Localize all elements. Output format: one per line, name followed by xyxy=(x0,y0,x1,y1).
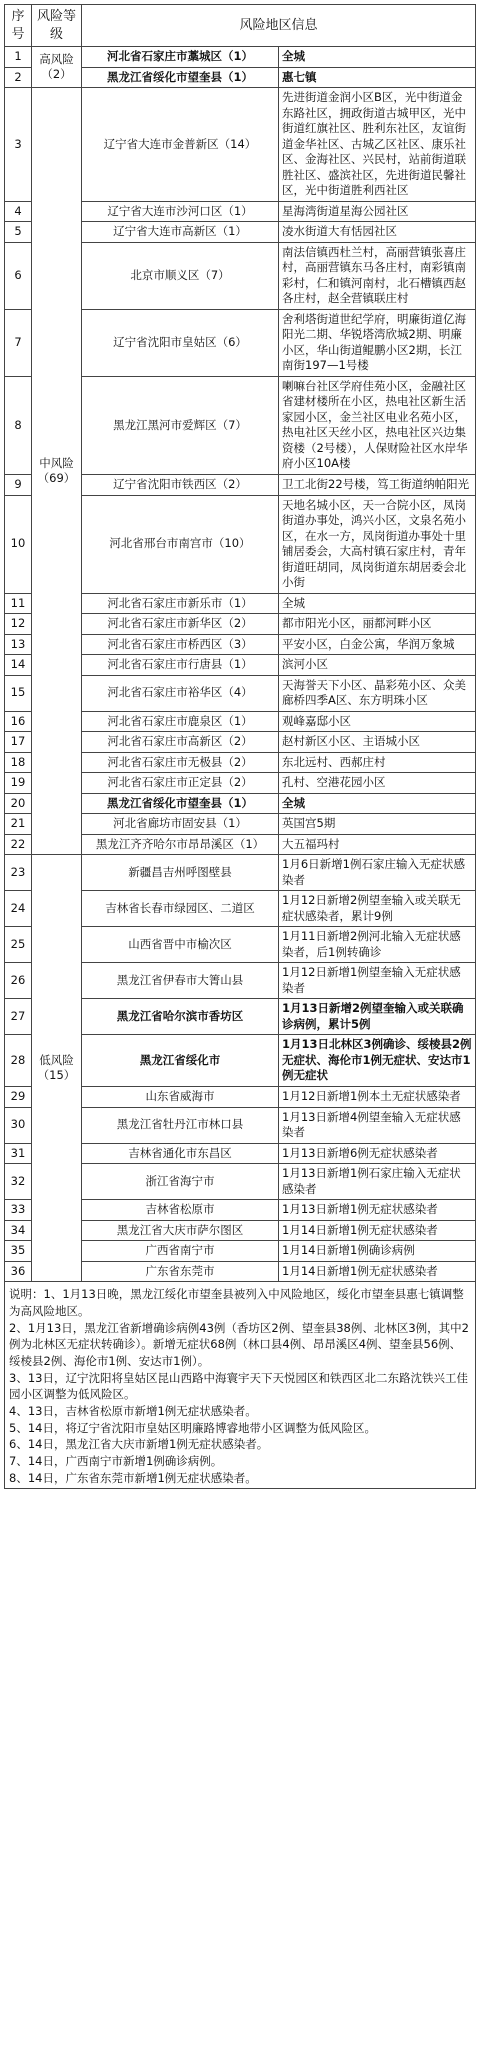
row-number: 8 xyxy=(5,376,32,474)
area-detail: 英国宫5期 xyxy=(279,814,476,835)
area-name: 河北省石家庄市正定县（2） xyxy=(82,773,279,794)
area-name: 河北省石家庄市行唐县（1） xyxy=(82,655,279,676)
area-detail: 南法信镇西杜兰村，高丽营镇张喜庄村，高丽营镇东马各庄村，南彩镇南彩村，仁和镇河南村，北石槽镇西赵各庄村，赵全营镇联庄村 xyxy=(279,242,476,309)
area-detail: 1月13日新增1例无症状感染者 xyxy=(279,1200,476,1221)
area-name: 吉林省长春市绿园区、二道区 xyxy=(82,891,279,927)
table-row xyxy=(5,88,476,202)
area-detail: 1月13日新增1例石家庄输入无症状感染者 xyxy=(279,1164,476,1200)
area-detail: 东北远村、西郝庄村 xyxy=(279,752,476,773)
area-name: 河北省廊坊市固安县（1） xyxy=(82,814,279,835)
area-detail: 1月13日新增6例无症状感染者 xyxy=(279,1143,476,1164)
area-name: 河北省石家庄市新乐市（1） xyxy=(82,593,279,614)
row-number: 19 xyxy=(5,773,32,794)
area-detail: 卫工北街22号楼，笃工街道纳帕阳光 xyxy=(279,474,476,495)
area-detail: 全城 xyxy=(279,593,476,614)
row-number: 23 xyxy=(5,855,32,891)
area-name: 黑龙江黑河市爱辉区（7） xyxy=(82,376,279,474)
row-number: 17 xyxy=(5,732,32,753)
area-name: 黑龙江省伊春市大箐山县 xyxy=(82,963,279,999)
area-detail: 平安小区，白金公寓，华润万象城 xyxy=(279,634,476,655)
row-number: 12 xyxy=(5,614,32,635)
header-no: 序号 xyxy=(5,5,32,47)
area-detail: 孔村、空港花园小区 xyxy=(279,773,476,794)
risk-area-table xyxy=(4,4,476,1282)
area-name: 浙江省海宁市 xyxy=(82,1164,279,1200)
area-detail: 赵村新区小区、主语城小区 xyxy=(279,732,476,753)
area-detail: 天海誉天下小区、晶彩苑小区、众美廊桥四季A区、东方明珠小区 xyxy=(279,675,476,711)
row-number: 26 xyxy=(5,963,32,999)
note-line: 6、14日，黑龙江省大庆市新增1例无症状感染者。 xyxy=(9,1437,269,1452)
note-line: 3、13日，辽宁沈阳将皇姑区昆山西路中海寰宇天下天悦园区和铁西区北二东路沈铁兴工佳园小区调整为低风险区。 xyxy=(9,1370,468,1402)
header-level: 风险等级 xyxy=(32,5,82,47)
area-detail: 全城 xyxy=(279,793,476,814)
area-name: 河北省石家庄市藁城区（1） xyxy=(82,47,279,68)
area-detail: 凌水街道大有恬园社区 xyxy=(279,222,476,243)
row-number: 34 xyxy=(5,1220,32,1241)
area-name: 河北省石家庄市裕华区（4） xyxy=(82,675,279,711)
area-name: 辽宁省大连市金普新区（14） xyxy=(82,88,279,202)
row-number: 7 xyxy=(5,309,32,376)
area-detail: 1月14日新增1例无症状感染者 xyxy=(279,1220,476,1241)
area-detail: 全城 xyxy=(279,47,476,68)
area-name: 辽宁省沈阳市铁西区（2） xyxy=(82,474,279,495)
header-info: 风险地区信息 xyxy=(82,5,476,47)
area-name: 广东省东莞市 xyxy=(82,1261,279,1282)
row-number: 28 xyxy=(5,1035,32,1087)
area-name: 河北省石家庄市无极县（2） xyxy=(82,752,279,773)
area-detail: 喇嘛台社区学府佳苑小区，金融社区省建材楼所在小区，热电社区新生活家园小区，金兰社区电业名苑小区，热电社区天丝小区，热电社区兴边集资楼（2号楼），人保财险社区水岸华府小区10A楼 xyxy=(279,376,476,474)
area-detail: 舍利塔街道世纪学府，明廉街道亿海阳光二期、华锐塔湾欣城2期、明廉小区，华山街道鲲鹏小区2期，长江南街197—1号楼 xyxy=(279,309,476,376)
note-line: 2、1月13日，黑龙江省新增确诊病例43例（香坊区2例、望奎县38例、北林区3例，其中2例为北林区无症状转确诊）。新增无症状68例（林口县4例、昂昂溪区4例、望奎县56例、绥棱县2例、海伦市1例、安达市1例）。 xyxy=(9,1320,469,1368)
row-number: 10 xyxy=(5,495,32,593)
row-number: 22 xyxy=(5,834,32,855)
note-line: 8、14日，广东省东莞市新增1例无症状感染者。 xyxy=(9,1470,257,1485)
area-name: 广西省南宁市 xyxy=(82,1241,279,1262)
note-line: 5、14日，将辽宁省沈阳市皇姑区明廉路博睿地带小区调整为低风险区。 xyxy=(9,1420,376,1435)
row-number: 11 xyxy=(5,593,32,614)
row-number: 25 xyxy=(5,927,32,963)
risk-level-cell: 低风险（15） xyxy=(32,855,82,1282)
row-number: 14 xyxy=(5,655,32,676)
row-number: 21 xyxy=(5,814,32,835)
area-detail: 惠七镇 xyxy=(279,67,476,88)
area-detail: 都市阳光小区，丽都河畔小区 xyxy=(279,614,476,635)
area-name: 黑龙江齐齐哈尔市昂昂溪区（1） xyxy=(82,834,279,855)
area-name: 辽宁省大连市高新区（1） xyxy=(82,222,279,243)
area-detail: 先进街道金润小区B区，光中街道金东路社区，拥政街道古城甲区，光中街道红旗社区、胜利东社区，友谊街道金华社区、古城乙区社区、康乐社区、金海社区、兴民村，站前街道联胜社区、盛滨社区，先进街道民馨社区，光中街道胜利西社区 xyxy=(279,88,476,202)
row-number: 24 xyxy=(5,891,32,927)
area-detail: 1月12日新增2例望奎输入或关联无症状感染者，累计9例 xyxy=(279,891,476,927)
row-number: 35 xyxy=(5,1241,32,1262)
area-name: 辽宁省沈阳市皇姑区（6） xyxy=(82,309,279,376)
row-number: 9 xyxy=(5,474,32,495)
area-name: 河北省石家庄市鹿泉区（1） xyxy=(82,711,279,732)
risk-table-container xyxy=(4,4,476,1489)
area-detail: 星海湾街道星海公园社区 xyxy=(279,201,476,222)
row-number: 1 xyxy=(5,47,32,68)
area-name: 黑龙江省绥化市望奎县（1） xyxy=(82,793,279,814)
area-detail: 1月13日新增2例望奎输入或关联确诊病例，累计5例 xyxy=(279,999,476,1035)
area-name: 北京市顺义区（7） xyxy=(82,242,279,309)
row-number: 36 xyxy=(5,1261,32,1282)
row-number: 32 xyxy=(5,1164,32,1200)
area-name: 河北省石家庄市桥西区（3） xyxy=(82,634,279,655)
area-name: 黑龙江省牡丹江市林口县 xyxy=(82,1107,279,1143)
table-row xyxy=(5,855,476,891)
area-detail: 滨河小区 xyxy=(279,655,476,676)
note-line: 4、13日，吉林省松原市新增1例无症状感染者。 xyxy=(9,1403,257,1418)
area-detail: 天地名城小区，天一合院小区，凤岗街道办事处，鸿兴小区，文泉名苑小区，在水一方，凤岗街道办事处十里铺居委会，大高村镇石家庄村，青年街道旺胡同，凤岗街道东胡居委会北小街 xyxy=(279,495,476,593)
row-number: 13 xyxy=(5,634,32,655)
area-detail: 1月11日新增2例河北输入无症状感染者，后1例转确诊 xyxy=(279,927,476,963)
area-detail: 1月13日新增4例望奎输入无症状感染者 xyxy=(279,1107,476,1143)
area-name: 吉林省松原市 xyxy=(82,1200,279,1221)
row-number: 30 xyxy=(5,1107,32,1143)
area-name: 新疆昌吉州呼图壁县 xyxy=(82,855,279,891)
risk-level-cell: 中风险（69） xyxy=(32,88,82,855)
row-number: 15 xyxy=(5,675,32,711)
notes-section xyxy=(4,1282,476,1489)
row-number: 27 xyxy=(5,999,32,1035)
area-name: 黑龙江省绥化市 xyxy=(82,1035,279,1087)
note-line: 7、14日，广西南宁市新增1例确诊病例。 xyxy=(9,1453,223,1468)
row-number: 33 xyxy=(5,1200,32,1221)
risk-level-cell: 高风险（2） xyxy=(32,47,82,88)
area-name: 山东省威海市 xyxy=(82,1087,279,1108)
area-name: 山西省晋中市榆次区 xyxy=(82,927,279,963)
row-number: 6 xyxy=(5,242,32,309)
table-row xyxy=(5,47,476,68)
area-name: 吉林省通化市东昌区 xyxy=(82,1143,279,1164)
area-detail: 1月6日新增1例石家庄输入无症状感染者 xyxy=(279,855,476,891)
row-number: 16 xyxy=(5,711,32,732)
area-detail: 观峰嘉邸小区 xyxy=(279,711,476,732)
row-number: 18 xyxy=(5,752,32,773)
area-name: 辽宁省大连市沙河口区（1） xyxy=(82,201,279,222)
area-name: 河北省石家庄市新华区（2） xyxy=(82,614,279,635)
area-name: 黑龙江省哈尔滨市香坊区 xyxy=(82,999,279,1035)
row-number: 5 xyxy=(5,222,32,243)
note-line: 说明：1、1月13日晚，黑龙江绥化市望奎县被列入中风险地区，绥化市望奎县惠七镇调整为高风险地区。 xyxy=(9,1287,464,1318)
area-detail: 1月14日新增1例无症状感染者 xyxy=(279,1261,476,1282)
table-header-row xyxy=(5,5,476,47)
row-number: 3 xyxy=(5,88,32,202)
row-number: 4 xyxy=(5,201,32,222)
table-body xyxy=(5,47,476,1282)
area-detail: 1月14日新增1例确诊病例 xyxy=(279,1241,476,1262)
row-number: 20 xyxy=(5,793,32,814)
area-name: 黑龙江省大庆市萨尔图区 xyxy=(82,1220,279,1241)
row-number: 29 xyxy=(5,1087,32,1108)
area-name: 黑龙江省绥化市望奎县（1） xyxy=(82,67,279,88)
row-number: 2 xyxy=(5,67,32,88)
area-name: 河北省邢台市南宫市（10） xyxy=(82,495,279,593)
area-name: 河北省石家庄市高新区（2） xyxy=(82,732,279,753)
area-detail: 1月13日北林区3例确诊、绥棱县2例无症状、海伦市1例无症状、安达市1例无症状 xyxy=(279,1035,476,1087)
area-detail: 大五福玛村 xyxy=(279,834,476,855)
area-detail: 1月12日新增1例望奎输入无症状感染者 xyxy=(279,963,476,999)
area-detail: 1月12日新增1例本土无症状感染者 xyxy=(279,1087,476,1108)
row-number: 31 xyxy=(5,1143,32,1164)
